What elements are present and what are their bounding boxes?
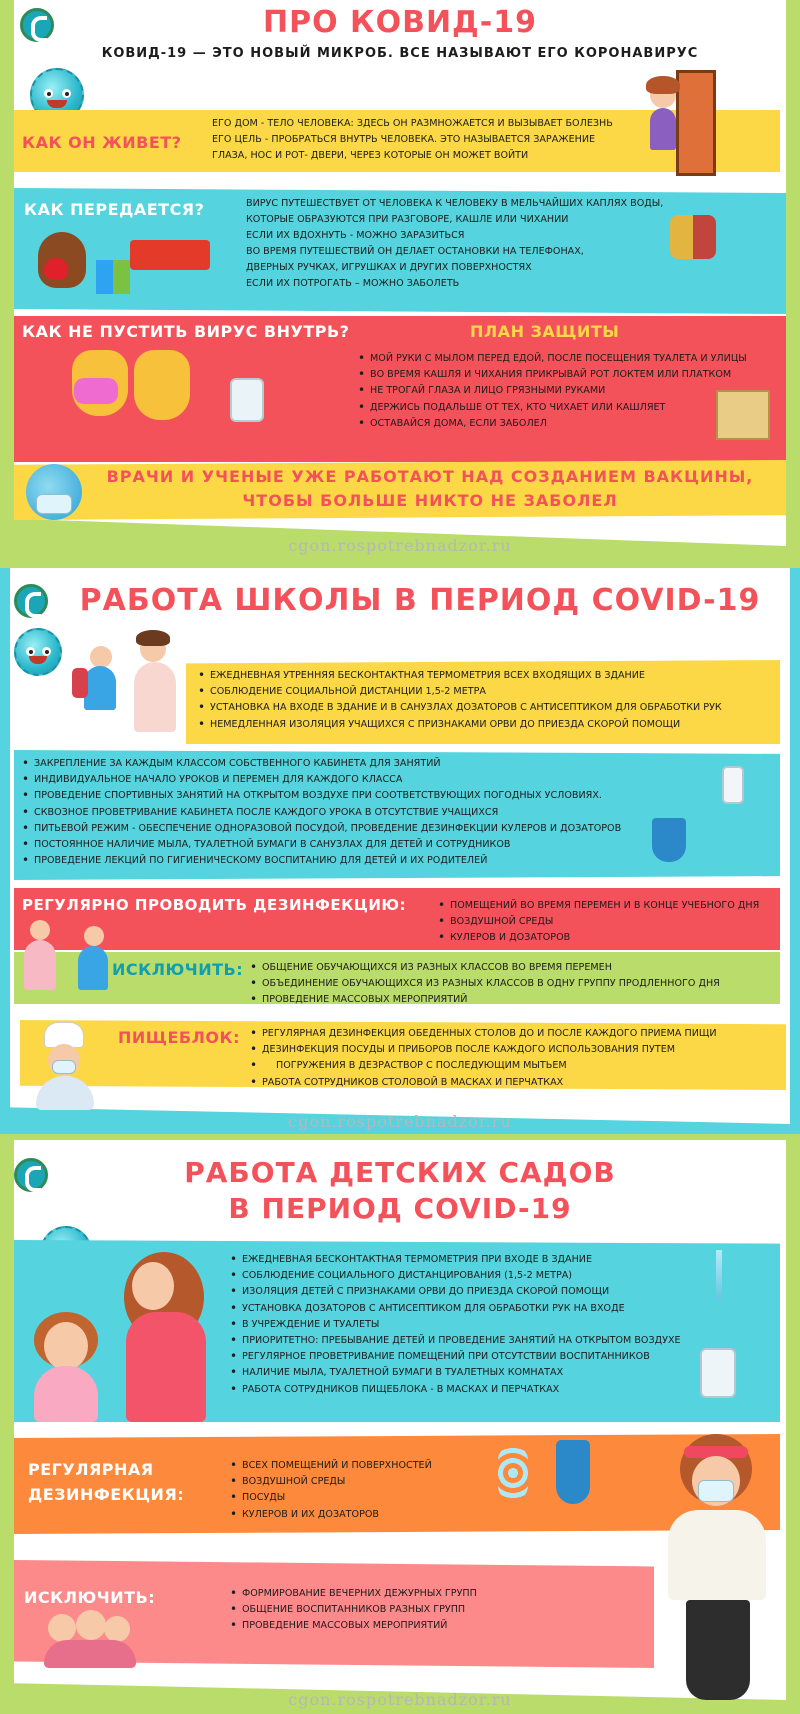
list-item: • ИЗОЛЯЦИЯ ДЕТЕЙ С ПРИЗНАКАМИ ОРВИ ДО ПРИЕЗДА СКОРОЙ ПОМОЩИ (228, 1284, 681, 1300)
list-item: • НЕ ТРОГАЙ ГЛАЗА И ЛИЦО ГРЯЗНЫМИ РУКАМИ (356, 383, 747, 399)
virus-icon (14, 628, 62, 676)
list-item: • ЗАКРЕПЛЕНИЕ ЗА КАЖДЫМ КЛАССОМ СОБСТВЕННОГО КАБИНЕТА ДЛЯ ЗАНЯТИЙ (20, 756, 621, 772)
chef-mask (52, 1060, 76, 1074)
list-item: • РЕГУЛЯРНАЯ ДЕЗИНФЕКЦИЯ ОБЕДЕННЫХ СТОЛОВ ДО И ПОСЛЕ КАЖДОГО ПРИЕМА ПИЩИ (248, 1026, 717, 1042)
heading-protection: КАК НЕ ПУСТИТЬ ВИРУС ВНУТРЬ? (22, 322, 350, 341)
spread-line: ВО ВРЕМЯ ПУТЕШЕСТВИЙ ОН ДЕЛАЕТ ОСТАНОВКИ НА ТЕЛЕФОНАХ, (246, 246, 584, 257)
teacher-body (134, 662, 176, 732)
list-item: • ОБЪЕДИНЕНИЕ ОБУЧАЮЩИХСЯ ИЗ РАЗНЫХ КЛАССОВ В ОДНУ ГРУППУ ПРОДЛЕННОГО ДНЯ (248, 976, 720, 992)
heart-icon (44, 258, 68, 280)
list-item: • ПОСТОЯННОЕ НАЛИЧИЕ МЫЛА, ТУАЛЕТНОЙ БУМАГИ В САНУЗЛАХ ДЛЯ ДЕТЕЙ И СОТРУДНИКОВ (20, 837, 621, 853)
text-how-it-lives (212, 116, 662, 164)
list-item: • СКВОЗНОЕ ПРОВЕТРИВАНИЕ КАБИНЕТА ПОСЛЕ КАЖДОГО УРОКА В ОТСУТСТВИЕ УЧАЩИХСЯ (20, 805, 621, 821)
soap-dispenser-icon (700, 1348, 736, 1398)
text-how-it-spreads (246, 196, 696, 292)
map-icon (716, 390, 770, 440)
sanitizer-icon (722, 766, 744, 804)
teacher-mask (698, 1480, 734, 1502)
list-item: • ПРОВЕДЕНИЕ ЛЕКЦИЙ ПО ГИГИЕНИЧЕСКОМУ ВОСПИТАНИЮ ДЛЯ ДЕТЕЙ И ИХ РОДИТЕЛЕЙ (20, 853, 621, 869)
kid-head (76, 1610, 106, 1640)
school-list-1 (196, 668, 722, 733)
school-canteen-list (248, 1026, 717, 1091)
spread-line: ЕСЛИ ИХ ВДОХНУТЬ - МОЖНО ЗАРАЗИТЬСЯ (246, 230, 465, 241)
hand-right-icon (134, 350, 190, 420)
girl-body (650, 108, 676, 150)
list-item: • ПРОВЕДЕНИЕ СПОРТИВНЫХ ЗАНЯТИЙ НА ОТКРЫТОМ ВОЗДУХЕ ПРИ СООТВЕТСТВУЮЩИХ ПОГОДНЫХ УСЛОВИЯХ. (20, 788, 621, 804)
water-tap-icon (716, 1250, 722, 1300)
list-item: • В УЧРЕЖДЕНИЕ И ТУАЛЕТЫ (228, 1317, 681, 1333)
door-icon (676, 70, 716, 176)
teacher-hair (136, 630, 170, 646)
list-item: • ОБЩЕНИЕ ОБУЧАЮЩИХСЯ ИЗ РАЗНЫХ КЛАССОВ ВО ВРЕМЯ ПЕРЕМЕН (248, 960, 720, 976)
heading-kg-disinfect-line-1: РЕГУЛЯРНАЯ (28, 1460, 154, 1479)
girl-hair (646, 76, 680, 94)
watermark: cgon.rospotrebnadzor.ru (288, 1112, 512, 1131)
list-item: • МОЙ РУКИ С МЫЛОМ ПЕРЕД ЕДОЙ, ПОСЛЕ ПОСЕЩЕНИЯ ТУАЛЕТА И УЛИЦЫ (356, 351, 747, 367)
heading-how-it-lives: КАК ОН ЖИВЕТ? (22, 133, 182, 152)
live-line: ЕГО ДОМ - ТЕЛО ЧЕЛОВЕКА: ЗДЕСЬ ОН РАЗМНОЖАЕТСЯ И ВЫЗЫВАЕТ БОЛЕЗНЬ (212, 118, 613, 129)
list-item: • ПОГРУЖЕНИЯ В ДЕЗРАСТВОР С ПОСЛЕДУЮЩИМ МЫТЬЕМ (248, 1058, 717, 1074)
soap-dispenser-icon (230, 378, 264, 422)
list-item: • РАБОТА СОТРУДНИКОВ ПИЩЕБЛОКА - В МАСКАХ И ПЕРЧАТКАХ (228, 1382, 681, 1398)
list-item: • ВО ВРЕМЯ КАШЛЯ И ЧИХАНИЯ ПРИКРЫВАЙ РОТ ЛОКТЕМ ИЛИ ПЛАТКОМ (356, 367, 747, 383)
school-disinfect-list (436, 898, 759, 947)
live-line: ГЛАЗА, НОС И РОТ- ДВЕРИ, ЧЕРЕЗ КОТОРЫЕ ОН МОЖЕТ ВОЙТИ (212, 150, 529, 161)
list-item: • ЕЖЕДНЕВНАЯ БЕСКОНТАКТНАЯ ТЕРМОМЕТРИЯ ПРИ ВХОДЕ В ЗДАНИЕ (228, 1252, 681, 1268)
girl-body (24, 940, 56, 990)
list-item: • УСТАНОВКА НА ВХОДЕ В ЗДАНИЕ И В САНУЗЛАХ ДОЗАТОРОВ С АНТИСЕПТИКОМ ДЛЯ ОБРАБОТКИ РУК (196, 700, 722, 716)
backpack-icon (72, 668, 88, 698)
bubbles-icon (498, 1446, 528, 1500)
toy-blocks-icon (96, 260, 130, 294)
watermark: cgon.rospotrebnadzor.ru (288, 1690, 512, 1709)
vaccine-line-2: ЧТОБЫ БОЛЬШЕ НИКТО НЕ ЗАБОЛЕЛ (242, 491, 618, 510)
school-list-2 (20, 756, 621, 869)
heading-protection-plan: ПЛАН ЗАЩИТЫ (470, 322, 620, 341)
heading-kg-exclude: ИСКЛЮЧИТЬ: (24, 1588, 156, 1607)
page-title-line-2: В ПЕРИОД COVID-19 (228, 1192, 572, 1225)
heading-school-disinfect: РЕГУЛЯРНО ПРОВОДИТЬ ДЕЗИНФЕКЦИЮ: (22, 896, 407, 914)
child-body (34, 1366, 98, 1422)
list-item: • ПОМЕЩЕНИЙ ВО ВРЕМЯ ПЕРЕМЕН И В КОНЦЕ УЧЕБНОГО ДНЯ (436, 898, 759, 914)
woman-head (132, 1262, 174, 1310)
chess-pieces-icon (670, 215, 716, 259)
list-item: • ПРИОРИТЕТНО: ПРЕБЫВАНИЕ ДЕТЕЙ И ПРОВЕДЕНИЕ ЗАНЯТИЙ НА ОТКРЫТОМ ВОЗДУХЕ (228, 1333, 681, 1349)
list-item: • НЕМЕДЛЕННАЯ ИЗОЛЯЦИЯ УЧАЩИХСЯ С ПРИЗНАКАМИ ОРВИ ДО ПРИЕЗДА СКОРОЙ ПОМОЩИ (196, 717, 722, 733)
list-item: • РЕГУЛЯРНОЕ ПРОВЕТРИВАНИЕ ПОМЕЩЕНИЙ ПРИ ОТСУТСТВИИ ВОСПИТАННИКОВ (228, 1349, 681, 1365)
vaccine-line-1: ВРАЧИ И УЧЕНЫЕ УЖЕ РАБОТАЮТ НАД СОЗДАНИЕМ ВАКЦИНЫ, (106, 467, 754, 486)
heading-how-it-spreads: КАК ПЕРЕДАЕТСЯ? (24, 200, 205, 219)
kg-disinfect-list (228, 1458, 432, 1523)
list-item: • ЕЖЕДНЕВНАЯ УТРЕННЯЯ БЕСКОНТАКТНАЯ ТЕРМОМЕТРИЯ ВСЕХ ВХОДЯЩИХ В ЗДАНИЕ (196, 668, 722, 684)
page-title-line-1: РАБОТА ДЕТСКИХ САДОВ (184, 1156, 616, 1189)
flask-icon (556, 1440, 590, 1504)
woman-body (126, 1312, 206, 1422)
page-title: РАБОТА ШКОЛЫ В ПЕРИОД COVID-19 (79, 583, 761, 618)
list-item: • ПОСУДЫ (228, 1490, 432, 1506)
watermark: cgon.rospotrebnadzor.ru (288, 536, 512, 555)
list-item: • КУЛЕРОВ И ИХ ДОЗАТОРОВ (228, 1507, 432, 1523)
girl-head (30, 920, 50, 940)
panel-kindergarten (0, 1140, 800, 1714)
teacher-body (668, 1510, 766, 1600)
list-item: • СОБЛЮДЕНИЕ СОЦИАЛЬНОЙ ДИСТАНЦИИ 1,5-2 МЕТРА (196, 684, 722, 700)
earth-mask (36, 494, 72, 514)
list-item: • ПРОВЕДЕНИЕ МАССОВЫХ МЕРОПРИЯТИЙ (248, 992, 720, 1008)
list-item: • КУЛЕРОВ И ДОЗАТОРОВ (436, 930, 759, 946)
boy-body (78, 946, 108, 990)
list-item: • РАБОТА СОТРУДНИКОВ СТОЛОВОЙ В МАСКАХ И ПЕРЧАТКАХ (248, 1075, 717, 1091)
list-item: • ВОЗДУШНОЙ СРЕДЫ (228, 1474, 432, 1490)
heading-kg-disinfect-line-2: ДЕЗИНФЕКЦИЯ: (28, 1485, 185, 1504)
list-item: • ПИТЬЕВОЙ РЕЖИМ - ОБЕСПЕЧЕНИЕ ОДНОРАЗОВОЙ ПОСУДОЙ, ПРОВЕДЕНИЕ ДЕЗИНФЕКЦИИ КУЛЕРОВ И ДОЗАТОРОВ (20, 821, 621, 837)
kg-exclude-list (228, 1586, 477, 1635)
kid-head (90, 646, 112, 668)
spray-bottle-icon (652, 818, 686, 862)
kid-head (104, 1616, 130, 1642)
page-subtitle: КОВИД-19 — ЭТО НОВЫЙ МИКРОБ. ВСЕ НАЗЫВАЮТ ЕГО КОРОНАВИРУС (101, 46, 699, 61)
soap-bar-icon (74, 378, 118, 404)
kids-bodies (44, 1640, 136, 1668)
toy-train-icon (130, 240, 210, 270)
kid-head (48, 1614, 76, 1642)
list-item: • ФОРМИРОВАНИЕ ВЕЧЕРНИХ ДЕЖУРНЫХ ГРУПП (228, 1586, 477, 1602)
teacher-skirt (686, 1600, 750, 1700)
panel-about-covid (0, 0, 800, 560)
live-line: ЕГО ЦЕЛЬ - ПРОБРАТЬСЯ ВНУТРЬ ЧЕЛОВЕКА. ЭТО НАЗЫВАЕТСЯ ЗАРАЖЕНИЕ (212, 134, 596, 145)
list-item: • ДЕЗИНФЕКЦИЯ ПОСУДЫ И ПРИБОРОВ ПОСЛЕ КАЖДОГО ИСПОЛЬЗОВАНИЯ ПУТЕМ (248, 1042, 717, 1058)
list-item: • ОСТАВАЙСЯ ДОМА, ЕСЛИ ЗАБОЛЕЛ (356, 416, 747, 432)
boy-head (84, 926, 104, 946)
kid-body (84, 666, 116, 710)
list-item: • ДЕРЖИСЬ ПОДАЛЬШЕ ОТ ТЕХ, КТО ЧИХАЕТ ИЛИ КАШЛЯЕТ (356, 400, 747, 416)
spread-line: ДВЕРНЫХ РУЧКАХ, ИГРУШКАХ И ДРУГИХ ПОВЕРХНОСТЯХ (246, 262, 532, 273)
panel-school (0, 568, 800, 1134)
page-title: ПРО КОВИД-19 (263, 5, 537, 40)
spread-line: ВИРУС ПУТЕШЕСТВУЕТ ОТ ЧЕЛОВЕКА К ЧЕЛОВЕКУ В МЕЛЬЧАЙШИХ КАПЛЯХ ВОДЫ, (246, 198, 664, 209)
list-item: • СОБЛЮДЕНИЕ СОЦИАЛЬНОГО ДИСТАНЦИРОВАНИЯ (1,5-2 МЕТРА) (228, 1268, 681, 1284)
spread-line: КОТОРЫЕ ОБРАЗУЮТСЯ ПРИ РАЗГОВОРЕ, КАШЛЕ ИЛИ ЧИХАНИИ (246, 214, 569, 225)
heading-school-exclude: ИСКЛЮЧИТЬ: (112, 960, 244, 979)
kg-list-1 (228, 1252, 681, 1398)
heading-school-canteen: ПИЩЕБЛОК: (118, 1028, 240, 1047)
list-item: • ПРОВЕДЕНИЕ МАССОВЫХ МЕРОПРИЯТИЙ (228, 1618, 477, 1634)
list-item: • УСТАНОВКА ДОЗАТОРОВ С АНТИСЕПТИКОМ ДЛЯ ОБРАБОТКИ РУК НА ВХОДЕ (228, 1301, 681, 1317)
list-item: • ВСЕХ ПОМЕЩЕНИЙ И ПОВЕРХНОСТЕЙ (228, 1458, 432, 1474)
list-item: • ВОЗДУШНОЙ СРЕДЫ (436, 914, 759, 930)
spread-line: ЕСЛИ ИХ ПОТРОГАТЬ – МОЖНО ЗАБОЛЕТЬ (246, 278, 460, 289)
list-item: • ИНДИВИДУАЛЬНОЕ НАЧАЛО УРОКОВ И ПЕРЕМЕН ДЛЯ КАЖДОГО КЛАССА (20, 772, 621, 788)
list-item: • НАЛИЧИЕ МЫЛА, ТУАЛЕТНОЙ БУМАГИ В ТУАЛЕТНЫХ КОМНАТАХ (228, 1365, 681, 1381)
protection-list (356, 351, 747, 432)
list-item: • ОБЩЕНИЕ ВОСПИТАННИКОВ РАЗНЫХ ГРУПП (228, 1602, 477, 1618)
child-head (44, 1322, 88, 1370)
school-exclude-list (248, 960, 720, 1009)
